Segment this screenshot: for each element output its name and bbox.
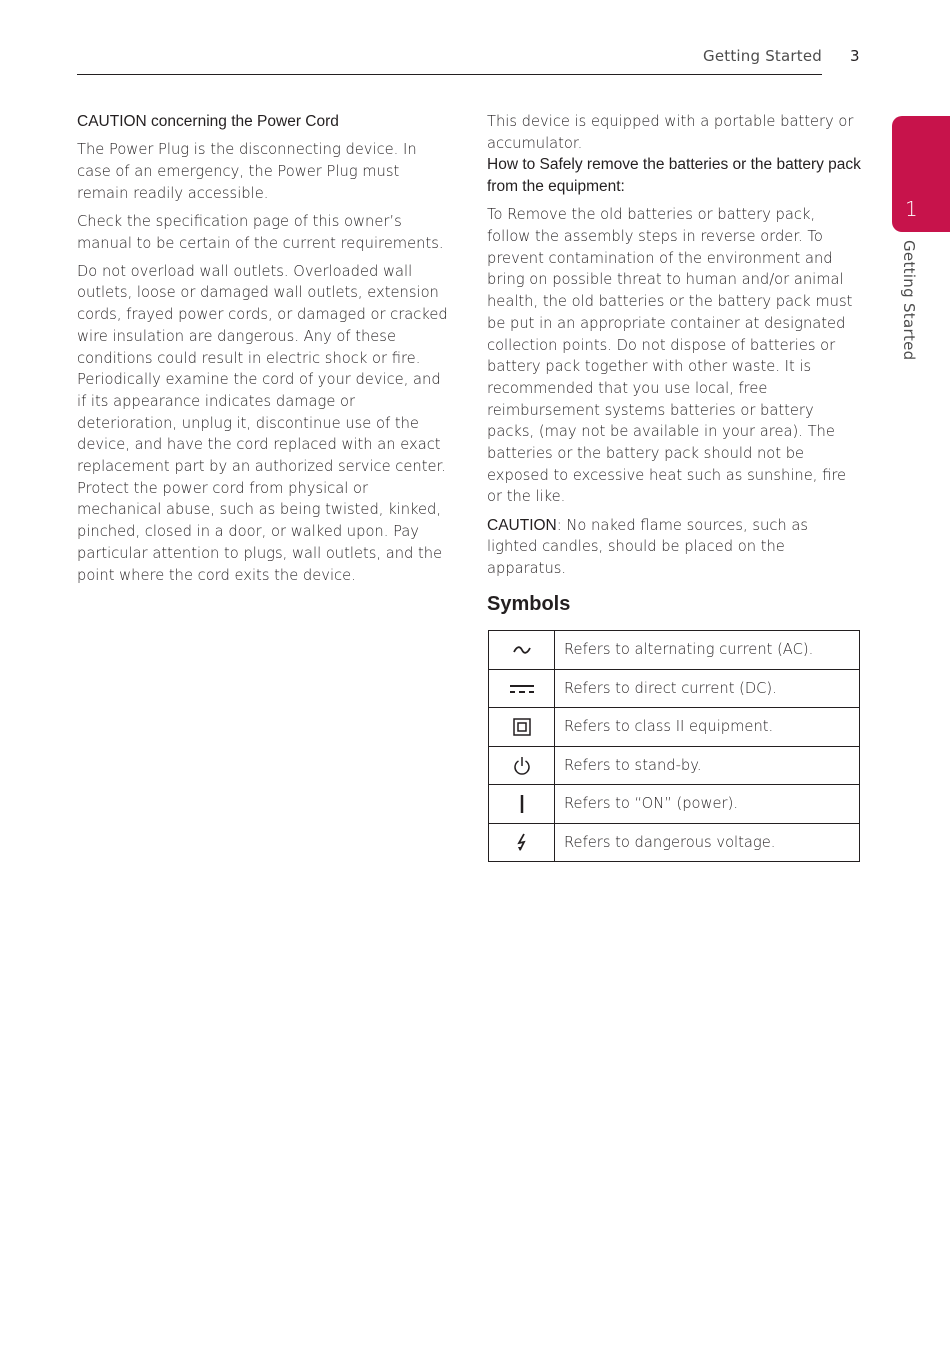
page-header: [77, 47, 822, 75]
chapter-label: Getting Started: [900, 240, 918, 361]
symbol-description: Refers to dangerous voltage.: [555, 823, 860, 862]
right-column: [487, 111, 863, 862]
power-on-icon: [519, 794, 525, 814]
battery-heading: How to Safely remove the batteries or the battery pack from the equipment:: [487, 156, 861, 196]
header-title: Getting Started: [703, 47, 822, 65]
paragraph: The Power Plug is the disconnecting device. In case of an emergency, the Power Plug must remain readily accessible.: [77, 141, 417, 202]
symbol-description: Refers to alternating current (AC).: [555, 631, 860, 670]
symbol-description: Refers to stand-by.: [555, 746, 860, 785]
ac-current-icon: [513, 644, 531, 656]
table-row: [489, 631, 860, 670]
caution-paragraph: [487, 515, 863, 580]
left-column: [77, 111, 451, 593]
paragraph: Check the specification page of this owner’s manual to be certain of the current requirements.: [77, 212, 444, 252]
standby-icon: [513, 756, 531, 776]
table-row: [489, 785, 860, 824]
symbol-description: Refers to direct current (DC).: [555, 669, 860, 708]
symbol-description: Refers to class II equipment.: [555, 708, 860, 747]
chapter-number: 1: [905, 197, 918, 221]
dangerous-voltage-icon: [515, 833, 529, 853]
caution-label: CAUTION: [487, 516, 557, 534]
table-row: [489, 823, 860, 862]
table-row: [489, 669, 860, 708]
table-row: [489, 746, 860, 785]
battery-text: To Remove the old batteries or battery pack, follow the assembly steps in reverse order. To prevent contamination of the environment and bring on possible threat to human and/or animal health, the old batteries or the battery pack must be put in an appropriate container at designated collection points. Do not dispose of batteries or battery pack together with other waste. It is recommended that you use local, free reimbursement systems batteries or battery packs, (may not be available in your area). The batteries or the battery pack should not be exposed to excessive heat such as sunshine, fire or the like.: [487, 206, 853, 506]
symbol-description: Refers to “ON” (power).: [555, 785, 860, 824]
page-number: 3: [850, 47, 860, 65]
dc-current-icon: [509, 683, 535, 695]
caution-text: : No naked flame sources, such as lighted candles, should be placed on the apparatus.: [487, 516, 809, 578]
chapter-tab: [892, 116, 950, 232]
symbols-title: Symbols: [487, 592, 571, 615]
table-row: [489, 708, 860, 747]
class-ii-equipment-icon: [513, 718, 531, 736]
power-cord-heading: CAUTION concerning the Power Cord: [77, 113, 339, 130]
symbols-table: [488, 630, 860, 862]
paragraph: Do not overload wall outlets. Overloaded wall outlets, loose or damaged wall outlets, extension cords, frayed power cords, or damaged or cracked wire insulation are dangerous. Any of these conditions could result in electric shock or fire. Periodically examine the cord of your device, and if its appearance indicates damage or deterioration, unplug it, discontinue use of the device, and have the cord replaced with an exact replacement part by an authorized service center. Protect the power cord from physical or mechanical abuse, such as being twisted, kinked, pinched, closed in a door, or walked upon. Pay particular attention to plugs, wall outlets, and the point where the cord exits the device.: [77, 262, 448, 584]
battery-intro: This device is equipped with a portable battery or accumulator.: [487, 113, 854, 152]
